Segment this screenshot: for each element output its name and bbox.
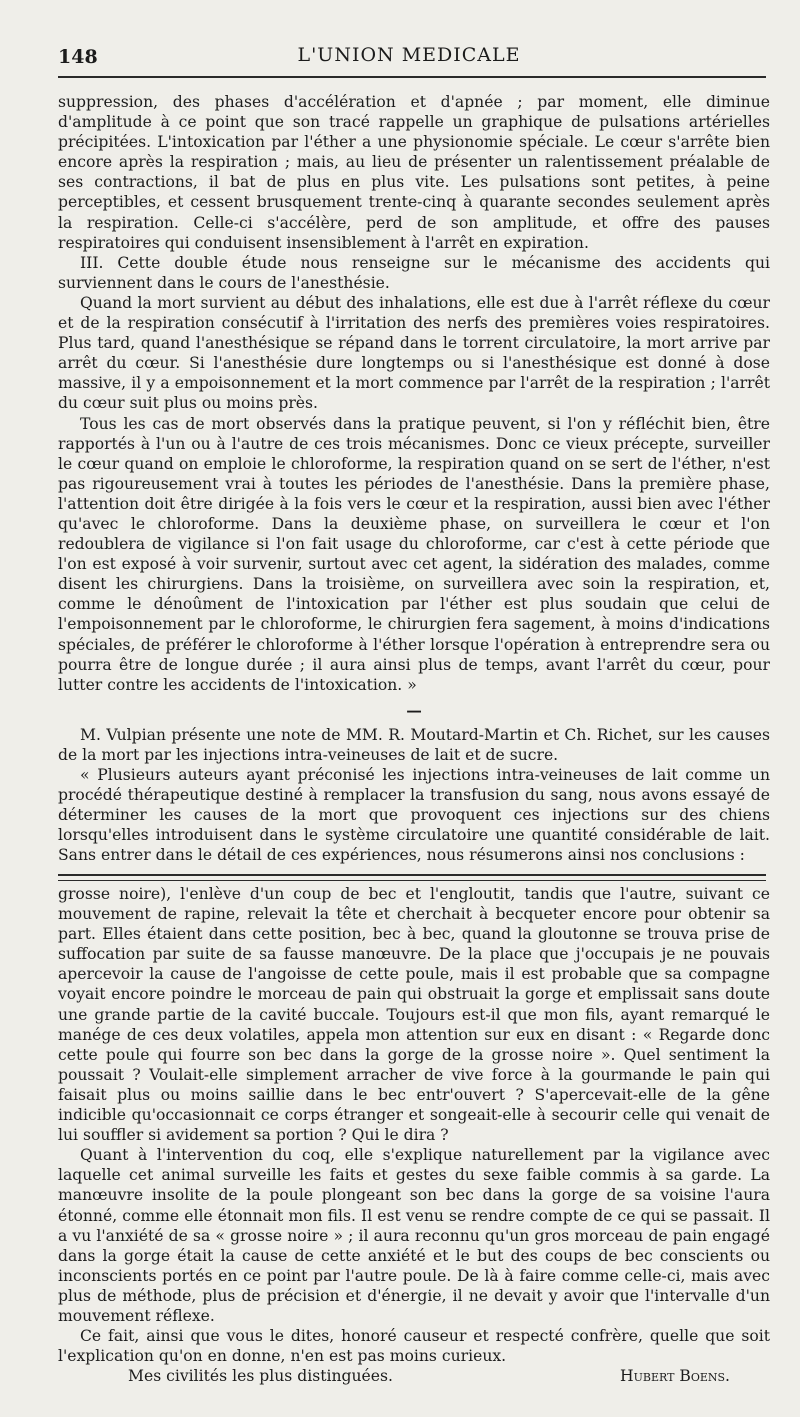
paragraph-conclusion: Ce fait, ainsi que vous le dites, honoré causeur et respecté confrère, quelle que soit l'explication qu'on en donne, n'en est pas moins curieux. <box>58 1327 770 1366</box>
page-header <box>58 42 760 72</box>
paragraph-section-three: III. Cette double étude nous renseigne sur le mécanisme des accidents qui surviennent dans le cours de l'anesthésie. <box>58 253 770 292</box>
feuilleton-rule-thick <box>58 874 766 876</box>
paragraph-mechanism-death: Quand la mort survient au début des inhalations, elle est due à l'arrêt réflexe du cœur et de la respiration consécutif à l'irritation des nerfs des premières voies respiratoires. Plus tard, quand l'anesthésique se répand dans le torrent circulatoire, la mort arrive par arrêt du cœur. Si l'anesthésie dure longtemps ou si l'anesthésique est donné à dose massive, il y a empoisonnement et la mort commence par l'arrêt de la respiration ; l'arrêt du cœur suit plus ou moins près. <box>58 293 770 413</box>
feuilleton-rule-thin <box>58 880 766 881</box>
paragraph-hen-story: grosse noire), l'enlève d'un coup de bec et l'engloutit, tandis que l'autre, suivant ce mouvement de rapine, relevait la tête et cherchait à becqueter encore pour obtenir sa part. Elles étaient dans cette position, bec à bec, quand la gloutonne se trouva prise de suffocation par suite de sa fausse manœuvre. De la place que j'occupais je ne pouvais apercevoir la cause de l'angoisse de cette poule, mais il est probable que sa compagne voyait encore poindre le morceau de pain qui obstruait la gorge et emplissait sans doute une grande partie de la cavité buccale. Toujours est-il que mon fils, ayant remarqué le manége de ces deux volatiles, appela mon attention sur eux en disant : « Regarde donc cette poule qui fourre son bec dans la gorge de la grosse noire ». Quel sentiment la poussait ? Voulait-elle simplement arracher de vive force à la gourmande le pain qui faisait plus ou moins saillie dans le bec entr'ouvert ? S'apercevait-elle de la gêne indicible qu'occasionnait ce corps étranger et songeait-elle à secourir celle qui venait de lui souffler si avidement sa portion ? Qui le dira ? <box>58 885 770 1145</box>
author-signature: Hubert Boens. <box>620 1367 730 1386</box>
signature-row <box>58 1366 770 1386</box>
section-dash: — <box>406 700 422 720</box>
feuilleton-column <box>58 884 770 1386</box>
running-title: L'UNION MEDICALE <box>297 44 521 66</box>
closing-line: Mes civilités les plus distinguées. <box>128 1367 393 1386</box>
paragraph-clinical-precept: Tous les cas de mort observés dans la pratique peuvent, si l'on y réfléchit bien, être rapportés à l'un ou à l'autre de ces trois mécanismes. Donc ce vieux précepte, surveiller le cœur quand on emploie le chloroforme, la respiration quand on se sert de l'éther, n'est pas rigoureusement vrai à toutes les périodes de l'anesthésie. Dans la première phase, l'attention doit être dirigée à la fois vers le cœur et la respiration, aussi bien avec l'éther qu'avec le chloroforme. Dans la deuxième phase, on surveillera le cœur et l'on redoublera de vigilance si l'on fait usage du chloroforme, car c'est à cette période que l'on est exposé à voir survenir, surtout avec cet agent, la sidération des malades, comme disent les chirurgiens. Dans la troisième, on surveillera avec soin la respiration, et, comme le dénoûment de l'intoxication par l'éther est plus soudain que celui de l'empoisonnement par le chloroforme, le chirurgien fera sagement, à moins d'indications spéciales, de préférer le chloroforme à l'éther lorsque l'opération à entreprendre sera ou pourra être de longue durée ; il aura ainsi plus de temps, avant l'arrêt du cœur, pour lutter contre les accidents de l'intoxication. » <box>58 414 770 694</box>
paragraph-vulpian-note: M. Vulpian présente une note de MM. R. Moutard-Martin et Ch. Richet, sur les causes de la mort par les injections intra-veineuses de lait et de sucre. <box>58 725 770 764</box>
page-number: 148 <box>58 46 98 68</box>
article-column <box>58 92 770 866</box>
paragraph-rooster-intervention: Quant à l'intervention du coq, elle s'explique naturellement par la vigilance avec laquelle cet animal surveille les faits et gestes du sexe faible commis à sa garde. La manœuvre insolite de la poule plongeant son bec dans la gorge de sa voisine l'aura étonné, comme elle étonnait mon fils. Il est venu se rendre compte de ce qui se passait. Il a vu l'anxiété de sa « grosse noire » ; il aura reconnu qu'un gros morceau de pain engagé dans la gorge était la cause de cette anxiété et le but des coups de bec conscients ou inconscients portés en ce point par l'autre poule. De là à faire comme celle-ci, mais avec plus de méthode, plus de précision et d'énergie, il ne devait y avoir que l'intervalle d'un mouvement réflexe. <box>58 1146 770 1325</box>
paragraph-ether-intoxication: suppression, des phases d'accélération et d'apnée ; par moment, elle diminue d'amplitude à ce point que son tracé rappelle un graphique de pulsations artérielles précipitées. L'intoxication par l'éther a une physionomie spéciale. Le cœur s'arrête bien encore après la respiration ; mais, au lieu de présenter un ralentissement préalable de ses contractions, il bat de plus en plus vite. Les pulsations sont petites, à peine perceptibles, et cessent brusquement trente-cinq à quarante secondes seulement après la respiration. Celle-ci s'accélère, perd de son amplitude, et offre des pauses respiratoires qui conduisent insensiblement à l'arrêt en expiration. <box>58 93 770 252</box>
paragraph-injection-study: « Plusieurs auteurs ayant préconisé les injections intra-veineuses de lait comme un procédé thérapeutique destiné à remplacer la transfusion du sang, nous avons essayé de déterminer les causes de la mort que provoquent ces injections sur des chiens lorsqu'elles introduisent dans le système circulatoire une quantité considérable de lait. Sans entrer dans le détail de ces expériences, nous résumerons ainsi nos conclusions : <box>58 766 770 865</box>
header-rule <box>58 76 766 78</box>
